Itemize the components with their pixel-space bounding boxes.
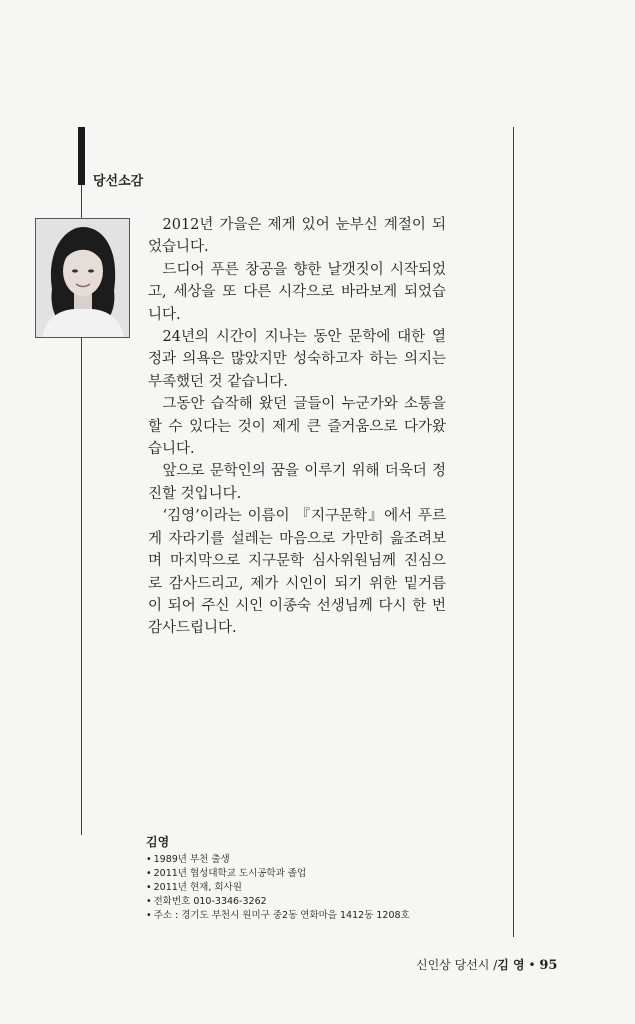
paragraph-1: 2012년 가을은 제게 있어 눈부신 계절이 되었습니다.	[148, 217, 446, 256]
running-footer	[416, 956, 557, 973]
section-marker-bar	[78, 127, 85, 185]
acceptance-speech	[148, 214, 446, 640]
author-portrait-image	[36, 219, 129, 337]
section-label: 당선소감	[93, 174, 144, 189]
footer-section: 신인상 당선시	[416, 958, 490, 972]
footer-bullet: •	[528, 958, 536, 972]
page-number: 95	[539, 958, 558, 973]
paragraph-5: 앞으로 문학인의 꿈을 이루기 위해 더욱더 정진할 것입니다.	[148, 463, 446, 502]
bio-item: • 1989년 부천 출생	[146, 853, 486, 867]
paragraph-3: 24년의 시간이 지나는 동안 문학에 대한 열정과 의욕은 많았지만 성숙하고자 하는 의지는 부족했던 것 같습니다.	[148, 329, 446, 390]
paragraph-6: ‘김영’이라는 이름이 『지구문학』에서 푸르게 자라기를 설레는 마음으로 가만히 읊조려보며 마지막으로 지구문학 심사위원님께 진심으로 감사드리고, 제가 시인이 되기 위한 밑거름이 되어 주신 시인 이종숙 선생님께 다시 한 번 감사드립니다.	[148, 508, 446, 637]
footer-separator: /	[493, 958, 498, 972]
bio-item: • 2011년 현재, 회사원	[146, 881, 486, 895]
bio-item: • 주소 : 경기도 부천시 원미구 중2동 연화마을 1412동 1208호	[146, 909, 486, 923]
bio-name: 김영	[146, 835, 170, 849]
paragraph-4: 그동안 습작해 왔던 글들이 누군가와 소통을 할 수 있다는 것이 제게 큰 즐거움으로 다가왔습니다.	[148, 396, 446, 458]
paragraph-2: 드디어 푸른 창공을 향한 날갯짓이 시작되었고, 세상을 또 다른 시각으로 바라보게 되었습니다.	[148, 261, 446, 323]
author-photo	[35, 218, 130, 338]
author-bio	[146, 833, 486, 923]
footer-author: 김 영	[497, 958, 525, 972]
bio-list	[146, 853, 486, 923]
bio-item: • 전화번호 010-3346-3262	[146, 895, 486, 909]
bio-item: • 2011년 협성대학교 도시공학과 졸업	[146, 867, 486, 881]
right-rule	[513, 127, 514, 937]
